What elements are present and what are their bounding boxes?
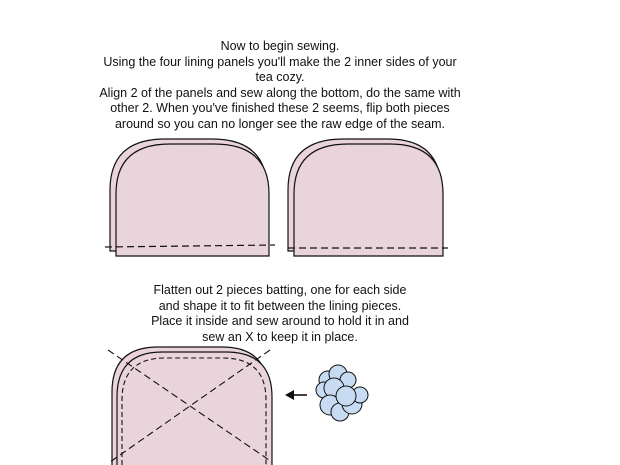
insert-arrow — [285, 390, 307, 400]
instruction-line: Align 2 of the panels and sew along the bottom, do the same with — [99, 85, 461, 100]
lining-panel-front — [116, 144, 269, 256]
lining-panel-front — [294, 144, 443, 256]
lining-panel-pair-left — [105, 139, 275, 256]
instruction-line: tea cozy. — [255, 70, 305, 84]
instruction-line: other 2. When you've finished these 2 seems, flip both pieces — [110, 101, 450, 115]
batting-icon — [316, 365, 368, 421]
instruction-line: Place it inside and sew around to hold it in and — [151, 314, 409, 328]
instruction-line: Now to begin sewing. — [220, 39, 340, 53]
instruction-line: Flatten out 2 pieces batting, one for each side — [153, 283, 407, 297]
lining-with-batting — [108, 347, 272, 465]
instruction-line: around so you can no longer see the raw edge of the seam. — [114, 116, 446, 131]
instruction-line: sew an X to keep it in place. — [202, 329, 358, 344]
lining-panel-pair-right — [288, 139, 448, 256]
instruction-line: and shape it to fit between the lining pieces. — [158, 298, 402, 313]
instruction-line: Using the four lining panels you'll make the 2 inner sides of your — [103, 54, 457, 69]
